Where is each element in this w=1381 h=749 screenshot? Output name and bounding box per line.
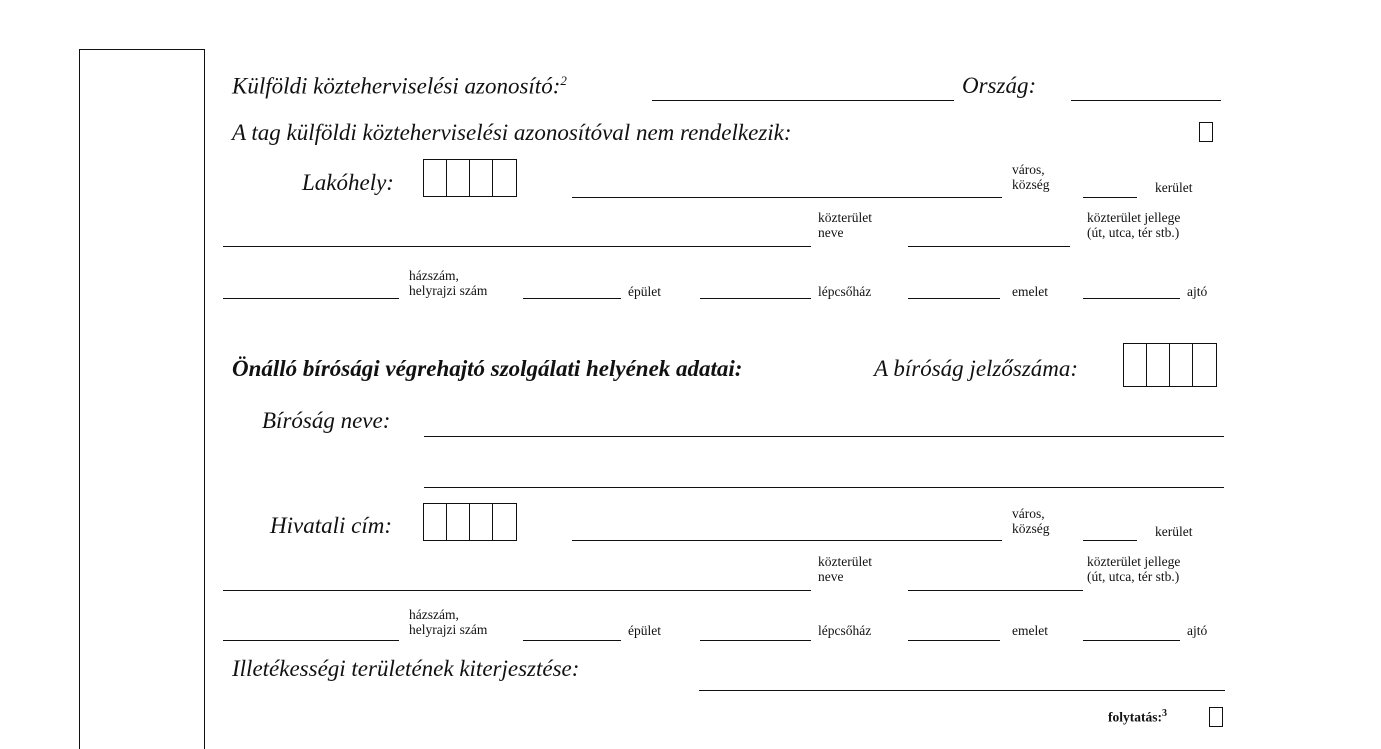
office-district-field[interactable]	[1083, 540, 1137, 541]
office-street-type-label: közterület jellege (út, utca, tér stb.)	[1087, 554, 1181, 584]
office-floor-label: emelet	[1012, 623, 1048, 638]
office-street-name-field[interactable]	[223, 590, 811, 591]
residence-house-label: házszám, helyrajzi szám	[409, 268, 488, 298]
residence-house-field[interactable]	[223, 298, 399, 299]
no-foreign-id-label: A tag külföldi közteherviselési azonosítóval nem rendelkezik:	[232, 120, 792, 145]
court-name-field-2[interactable]	[424, 487, 1224, 488]
residence-floor-field[interactable]	[908, 298, 1000, 299]
office-postcode-boxes[interactable]	[423, 503, 517, 541]
office-city-label: város, község	[1012, 506, 1050, 536]
residence-floor-label: emelet	[1012, 284, 1048, 299]
office-door-field[interactable]	[1083, 640, 1180, 641]
residence-building-field[interactable]	[523, 298, 621, 299]
court-name-field-1[interactable]	[424, 436, 1224, 437]
residence-district-field[interactable]	[1083, 197, 1137, 198]
office-staircase-label: lépcsőház	[818, 623, 872, 638]
office-city-field[interactable]	[572, 540, 1002, 541]
office-floor-field[interactable]	[908, 640, 1000, 641]
residence-street-type-label: közterület jellege (út, utca, tér stb.)	[1087, 210, 1181, 240]
residence-street-type-field[interactable]	[908, 246, 1070, 247]
office-district-label: kerület	[1155, 524, 1193, 539]
jurisdiction-field[interactable]	[699, 690, 1225, 691]
continuation-checkbox[interactable]	[1209, 707, 1223, 727]
residence-city-field[interactable]	[572, 197, 1002, 198]
residence-district-label: kerület	[1155, 180, 1193, 195]
residence-door-field[interactable]	[1083, 298, 1180, 299]
office-house-label: házszám, helyrajzi szám	[409, 607, 488, 637]
office-building-label: épület	[628, 623, 661, 638]
residence-city-label: város, község	[1012, 162, 1050, 192]
country-label: Ország:	[962, 73, 1037, 98]
court-code-boxes[interactable]	[1123, 343, 1217, 387]
jurisdiction-label: Illetékességi területének kiterjesztése:	[232, 656, 580, 681]
court-name-label: Bíróság neve:	[262, 408, 391, 433]
residence-street-name-field[interactable]	[223, 246, 811, 247]
residence-door-label: ajtó	[1187, 284, 1208, 299]
residence-staircase-field[interactable]	[700, 298, 811, 299]
foreign-id-label: Külföldi közteherviselési azonosító:$^2$	[232, 73, 567, 99]
court-section-title: Önálló bírósági végrehajtó szolgálati helyének adatai:	[232, 356, 743, 381]
continuation-label: folytatás:$^3$	[1108, 708, 1167, 725]
office-street-name-label: közterület neve	[818, 554, 872, 584]
office-staircase-field[interactable]	[700, 640, 811, 641]
country-field[interactable]	[1071, 100, 1221, 101]
no-foreign-id-checkbox[interactable]	[1199, 122, 1213, 142]
court-code-label: A bíróság jelzőszáma:	[874, 356, 1079, 381]
office-address-label: Hivatali cím:	[270, 513, 392, 538]
residence-building-label: épület	[628, 284, 661, 299]
foreign-id-field[interactable]	[652, 100, 954, 101]
office-door-label: ajtó	[1187, 623, 1208, 638]
office-street-type-field[interactable]	[908, 590, 1083, 591]
residence-postcode-boxes[interactable]	[423, 159, 517, 197]
residence-label: Lakóhely:	[302, 170, 394, 195]
residence-street-name-label: közterület neve	[818, 210, 872, 240]
office-house-field[interactable]	[223, 640, 399, 641]
left-margin-box	[79, 49, 205, 749]
office-building-field[interactable]	[523, 640, 621, 641]
residence-staircase-label: lépcsőház	[818, 284, 872, 299]
